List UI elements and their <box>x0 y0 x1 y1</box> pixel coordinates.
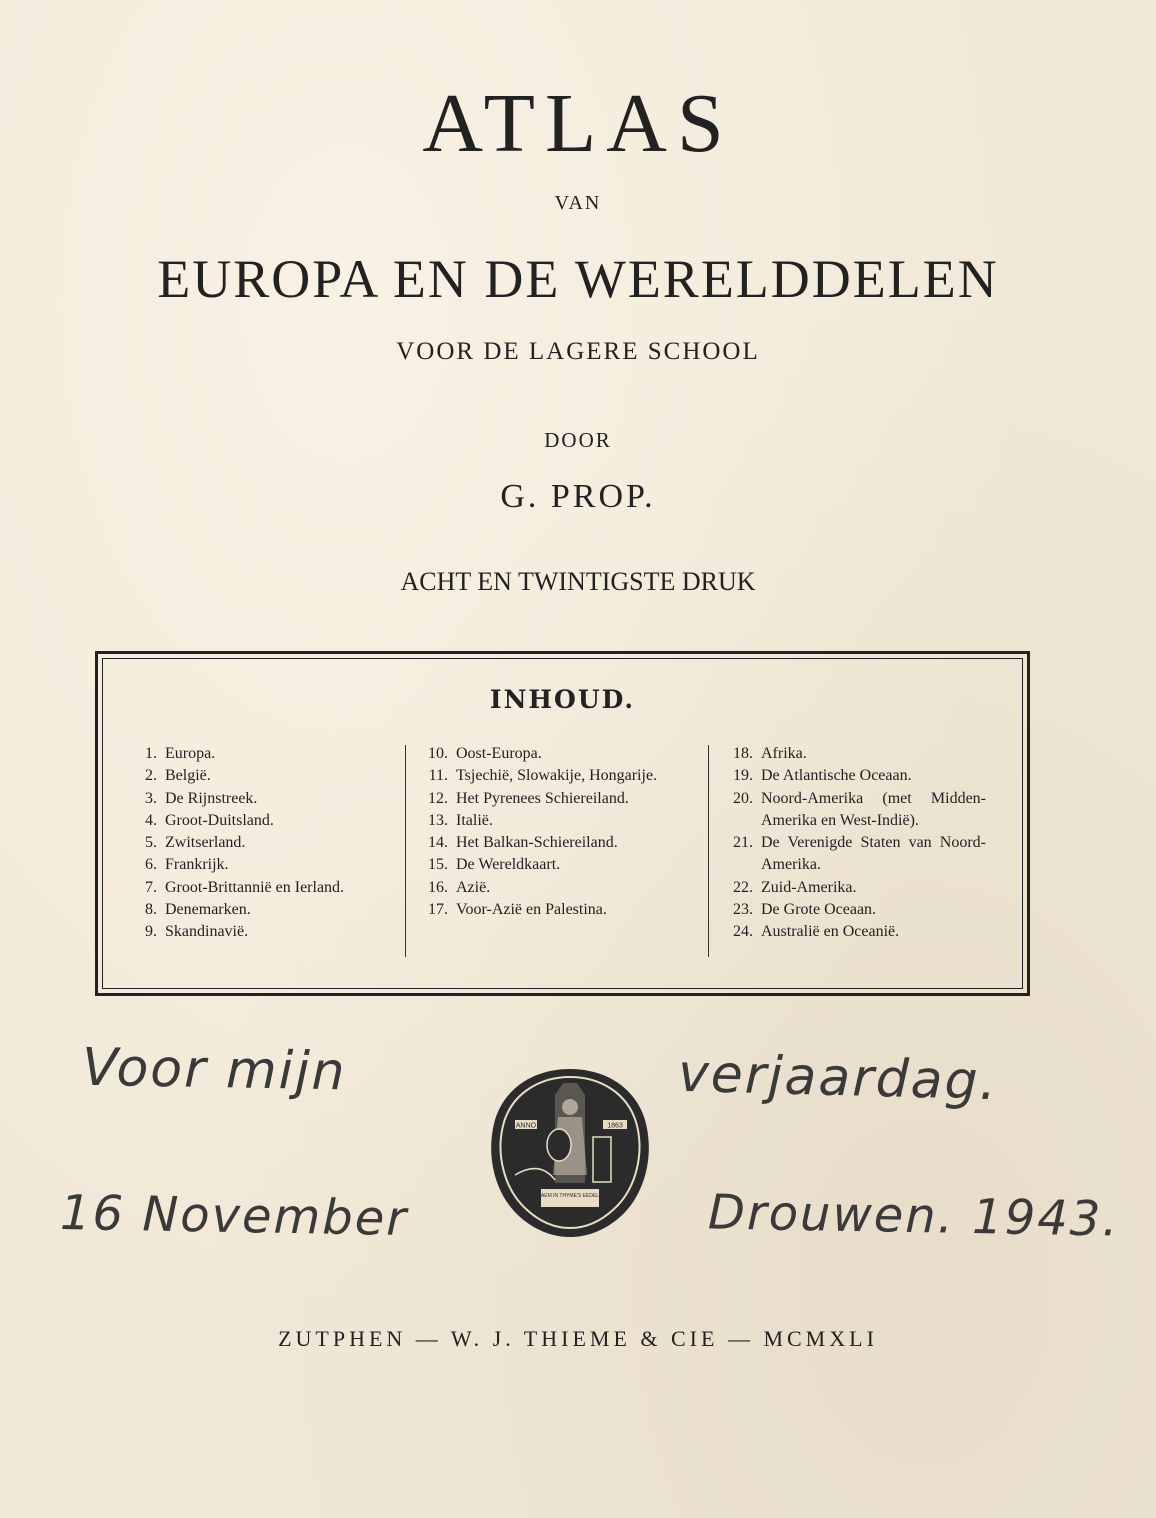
contents-entry <box>723 921 1008 943</box>
audience-line: VOOR DE LAGERE SCHOOL <box>396 338 760 365</box>
entry-title: Noord-Amerika (met Midden-Amerika en West-Indië). <box>761 789 986 829</box>
entry-number: 24. <box>733 923 753 941</box>
entry-number: 12. <box>428 789 448 807</box>
contents-entry <box>133 765 363 787</box>
entry-title: Groot-Duitsland. <box>165 811 274 829</box>
contents-entry <box>133 877 363 899</box>
contents-entry <box>133 788 363 810</box>
contents-box <box>95 651 1030 996</box>
entry-title: Tsjechië, Slowakije, Hongarije. <box>456 767 658 785</box>
book-title: ATLAS <box>422 77 734 170</box>
contents-column-2 <box>418 743 708 921</box>
contents-entry <box>133 832 363 854</box>
entry-title: Het Balkan-Schiereiland. <box>456 834 618 852</box>
entry-title: Azië. <box>456 878 491 896</box>
contents-entry <box>418 743 708 765</box>
entry-number: 16. <box>428 878 448 896</box>
contents-entry <box>723 877 1008 899</box>
entry-title: Het Pyrenees Schiereiland. <box>456 789 629 807</box>
entry-number: 7. <box>145 878 157 896</box>
contents-entry <box>418 832 708 854</box>
author-name: G. PROP. <box>500 478 656 515</box>
entry-number: 1. <box>145 745 157 762</box>
contents-entry <box>418 788 708 810</box>
entry-title: Zwitserland. <box>165 834 246 852</box>
book-subtitle: EUROPA EN DE WERELDDELEN <box>157 249 999 309</box>
entry-number: 17. <box>428 901 448 919</box>
entry-title: Skandinavië. <box>165 923 249 941</box>
entry-number: 19. <box>733 767 753 785</box>
entry-title: Denemarken. <box>165 901 251 919</box>
entry-title: Europa. <box>165 745 216 762</box>
entry-number: 2. <box>145 767 157 785</box>
column-divider <box>405 745 406 957</box>
entry-title: Groot-Brittannië en Ierland. <box>165 878 345 896</box>
entry-title: De Atlantische Oceaan. <box>761 767 912 785</box>
contents-entry <box>133 899 363 921</box>
handwritten-dedication-left: Voor mijn <box>81 1037 348 1103</box>
entry-title: Voor-Azië en Palestina. <box>456 901 607 919</box>
entry-number: 23. <box>733 901 753 919</box>
contents-heading: INHOUD. <box>489 685 636 714</box>
by-line: DOOR <box>544 428 612 452</box>
entry-title: Frankrijk. <box>165 856 229 874</box>
edition-line: ACHT EN TWINTIGSTE DRUK <box>400 567 756 596</box>
contents-entry <box>418 877 708 899</box>
contents-inner-frame <box>102 658 1023 989</box>
contents-entry <box>133 743 363 765</box>
entry-number: 8. <box>145 901 157 919</box>
contents-entry <box>133 854 363 876</box>
entry-number: 4. <box>145 811 157 829</box>
entry-number: 20. <box>733 789 753 807</box>
entry-number: 14. <box>428 834 448 852</box>
entry-number: 11. <box>428 767 448 785</box>
entry-title: Australië en Oceanië. <box>761 923 900 941</box>
contents-entry <box>723 832 1008 877</box>
contents-entry <box>133 810 363 832</box>
contents-entry <box>418 810 708 832</box>
contents-entry <box>418 854 708 876</box>
contents-entry <box>723 743 1008 765</box>
entry-number: 5. <box>145 834 157 852</box>
contents-entry <box>723 899 1008 921</box>
entry-number: 6. <box>145 856 157 874</box>
entry-number: 3. <box>145 789 157 807</box>
entry-title: De Rijnstreek. <box>165 789 258 807</box>
entry-title: De Wereldkaart. <box>456 856 561 874</box>
seal-motto: WERKSAEM IN THYME'S EEDEL CRUYT <box>522 1193 618 1199</box>
entry-number: 15. <box>428 856 448 874</box>
handwritten-place-year: Drouwen. 1943. <box>707 1184 1121 1248</box>
contents-column-1 <box>133 743 363 944</box>
contents-entry <box>418 765 708 787</box>
entry-number: 13. <box>428 811 448 829</box>
entry-number: 21. <box>733 834 753 852</box>
entry-number: 22. <box>733 878 753 896</box>
entry-number: 10. <box>428 745 448 762</box>
entry-title: De Verenigde Staten van Noord-Amerika. <box>761 834 986 874</box>
column-divider <box>708 745 709 957</box>
entry-title: Zuid-Amerika. <box>761 878 857 896</box>
entry-title: Oost-Europa. <box>456 745 542 762</box>
seal-right-label: 1863 <box>607 1122 623 1130</box>
title-connector: VAN <box>554 192 602 214</box>
entry-title: België. <box>165 767 211 785</box>
contents-entry <box>418 899 708 921</box>
publisher-seal-icon <box>485 1065 655 1240</box>
entry-title: Italië. <box>456 811 493 829</box>
entry-title: Afrika. <box>761 745 807 762</box>
publisher-imprint: ZUTPHEN — W. J. THIEME & CIE — MCMXLI <box>278 1326 878 1351</box>
contents-column-3 <box>723 743 1008 944</box>
contents-entry <box>723 788 1008 833</box>
entry-number: 18. <box>733 745 753 762</box>
entry-number: 9. <box>145 923 157 941</box>
handwritten-date: 16 November <box>59 1184 409 1248</box>
contents-entry <box>133 921 363 943</box>
contents-entry <box>723 765 1008 787</box>
entry-title: De Grote Oceaan. <box>761 901 877 919</box>
handwritten-dedication-right: verjaardag. <box>677 1043 999 1113</box>
seal-left-label: ANNO <box>515 1122 537 1130</box>
